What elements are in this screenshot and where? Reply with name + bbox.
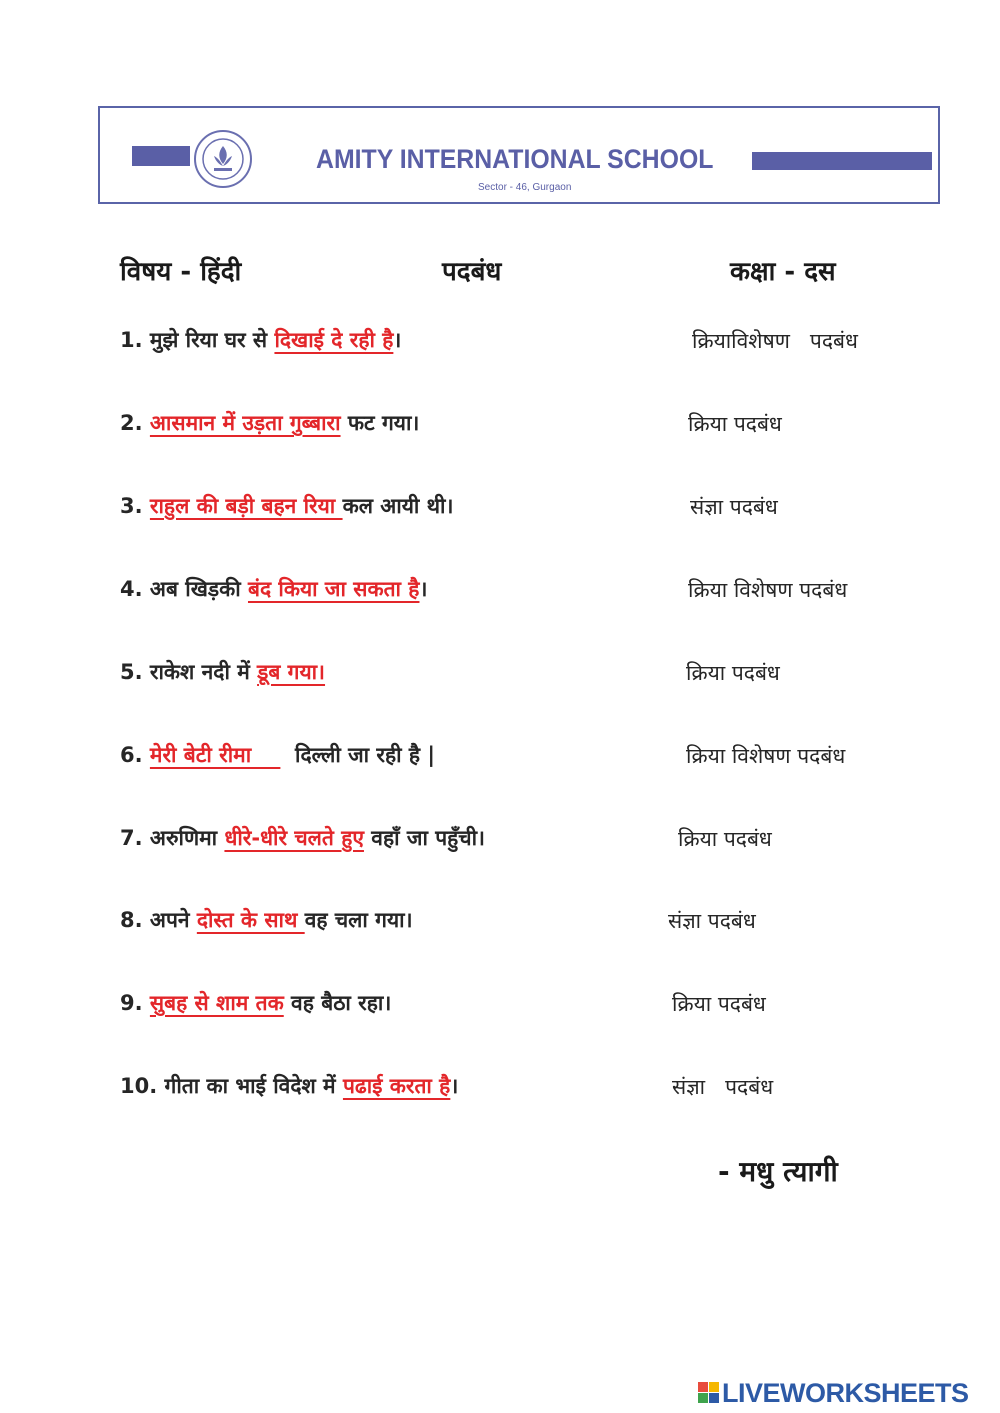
question-row [120,409,419,437]
question-number: 9. [120,991,143,1015]
sentence-text-after: वह चला गया। [304,908,413,932]
sentence-text-before [143,494,150,518]
question-number: 1. [120,328,143,352]
subject-heading: विषय - हिंदी [120,257,242,287]
padbandh-type: क्रिया पदबंध [686,661,780,685]
padbandh-answer: राहुल की बड़ी बहन रिया [149,494,343,518]
banner-bar-right [752,152,932,170]
padbandh-type: क्रिया पदबंध [672,992,766,1016]
padbandh-answer: बंद किया जा सकता है [247,577,420,601]
sentence-text-after: । [419,577,428,601]
padbandh-type: क्रिया विशेषण पदबंध [688,578,848,602]
padbandh-answer: दिखाई दे रही है [274,328,394,352]
question-number: 4. [120,577,143,601]
school-banner [98,106,940,204]
padbandh-answer: धीरे-धीरे चलते हुए [224,826,364,850]
sentence-text-after: । [393,328,402,352]
question-number: 8. [120,908,143,932]
sentence-text-before: अरुणिमा [142,826,225,850]
question-number: 2. [120,411,143,435]
sentence-text-before [143,411,150,435]
sentence-text-before: गीता का भाई विदेश में [157,1074,343,1098]
padbandh-type: संज्ञा पदबंध [672,1075,774,1099]
padbandh-type: क्रिया पदबंध [688,412,782,436]
question-number: 6. [120,743,143,767]
padbandh-answer: सुबह से शाम तक [149,991,284,1015]
sentence-text-before [143,743,150,767]
question-number: 5. [120,660,143,684]
school-name: AMITY INTERNATIONAL SCHOOL [316,144,714,174]
sentence-text-after: कल आयी थी। [342,494,454,518]
question-row [120,824,485,852]
padbandh-type: संज्ञा पदबंध [668,909,756,933]
question-row [120,906,413,934]
liveworksheets-logo-icon [698,1382,720,1404]
sentence-text-before: राकेश नदी में [142,660,258,684]
question-row [120,658,325,686]
sentence-text-after: दिल्ली जा रही है | [280,743,436,767]
liveworksheets-watermark [698,1378,998,1408]
padbandh-type: क्रिया पदबंध [678,827,772,851]
sentence-text-before: अपने [142,908,197,932]
padbandh-answer: मेरी बेटी रीमा [149,743,281,767]
banner-bar-left [132,146,190,166]
liveworksheets-text: LIVEWORKSHEETS [722,1378,969,1408]
padbandh-type: क्रिया विशेषण पदबंध [686,744,846,768]
teacher-signature: - मधु त्यागी [718,1155,838,1188]
sentence-text-after: वहाँ जा पहुँची। [363,826,486,850]
padbandh-answer: पढाई करता है [342,1074,451,1098]
sentence-text-before: मुझे रिया घर से [142,328,275,352]
padbandh-type: क्रियाविशेषण पदबंध [692,329,858,353]
question-number: 10. [120,1074,158,1098]
padbandh-answer: डूब गया। [257,660,326,684]
school-sector: Sector - 46, Gurgaon [478,182,572,193]
topic-heading: पदबंध [442,257,502,287]
sentence-text-before: अब खिड़की [142,577,248,601]
sentence-text-after: वह बैठा रहा। [283,991,392,1015]
question-row [120,575,427,603]
question-number: 3. [120,494,143,518]
sentence-text-after: फट गया। [340,411,420,435]
question-row [120,741,435,769]
padbandh-answer: दोस्त के साथ [196,908,305,932]
padbandh-type: संज्ञा पदबंध [690,495,778,519]
question-row [120,492,453,520]
sentence-text-before [143,991,150,1015]
question-row [120,326,401,354]
school-logo-icon [192,128,254,190]
question-row [120,989,391,1017]
class-heading: कक्षा - दस [730,257,836,287]
question-number: 7. [120,826,143,850]
padbandh-answer: आसमान में उड़ता गुब्बारा [149,411,341,435]
question-row [120,1072,458,1100]
sentence-text-after: । [450,1074,459,1098]
